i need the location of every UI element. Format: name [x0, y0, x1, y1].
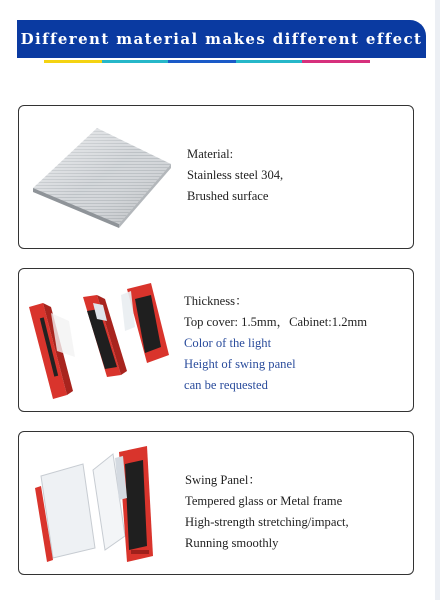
- thickness-highlight-1: Color of the light: [184, 336, 272, 350]
- swing-line-3: High-strength stretching/impact,: [185, 515, 349, 529]
- stripe-cyan: [102, 60, 168, 63]
- thickness-highlight-2: Height of swing panel: [184, 357, 296, 371]
- swing-panel-card: [18, 431, 414, 575]
- swing-line-2: Tempered glass or Metal frame: [185, 494, 343, 508]
- header-banner: [14, 20, 426, 58]
- stripe-yellow: [44, 60, 102, 63]
- thickness-line-2: Top cover: 1.5mm，Cabinet:1.2mm: [184, 315, 368, 329]
- swing-line-4: Running smoothly: [185, 536, 279, 550]
- thickness-line-1: Thickness：: [184, 294, 248, 308]
- material-line-1: Material:: [187, 147, 234, 161]
- material-line-2: Stainless steel 304,: [187, 168, 284, 182]
- swing-line-1: Swing Panel：: [185, 473, 261, 487]
- material-line-3: Brushed surface: [187, 189, 269, 203]
- page-edge: [435, 0, 440, 600]
- stripe-blue: [168, 60, 236, 63]
- thickness-highlight-3: can be requested: [184, 378, 268, 392]
- red-turnstile-cabinets-icon: [23, 277, 173, 405]
- banner-title: Different material makes different effect: [20, 30, 423, 48]
- stripe-magenta: [302, 60, 370, 63]
- glass-swing-panels-icon: [31, 438, 181, 568]
- stripe-cyan-2: [236, 60, 302, 63]
- material-card: [18, 105, 414, 249]
- brushed-steel-plate-icon: [27, 120, 177, 230]
- thickness-card: [18, 268, 414, 412]
